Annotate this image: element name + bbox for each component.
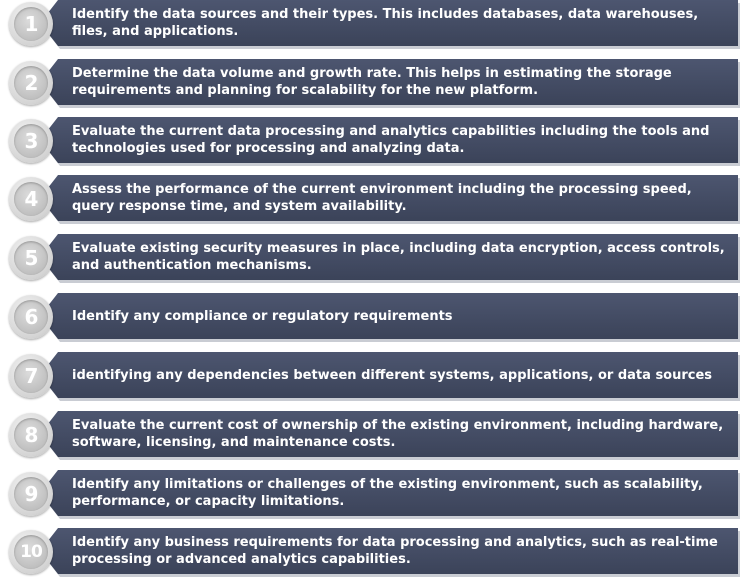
step-number: 9 xyxy=(14,477,48,511)
step-text: Identify any compliance or regulatory requirements xyxy=(72,308,453,324)
step-number: 5 xyxy=(14,241,48,275)
step-item xyxy=(0,352,747,400)
step-number: 2 xyxy=(14,66,48,100)
step-number-badge xyxy=(9,530,53,574)
step-number: 3 xyxy=(14,124,48,158)
step-text: Assess the performance of the current environment including the processing speed, query response time, and system availability. xyxy=(72,182,692,214)
step-number-badge xyxy=(9,177,53,221)
step-number: 4 xyxy=(14,182,48,216)
step-number-badge xyxy=(9,61,53,105)
step-item xyxy=(0,117,747,165)
step-item xyxy=(0,411,747,459)
step-number: 6 xyxy=(14,300,48,334)
step-text: Evaluate the current cost of ownership of the existing environment, including hardware, software, licensing, and maintenance costs. xyxy=(72,418,724,450)
step-number-badge xyxy=(9,236,53,280)
step-item xyxy=(0,234,747,282)
step-item xyxy=(0,0,747,48)
step-item xyxy=(0,175,747,223)
step-number-badge xyxy=(9,413,53,457)
step-text: Identify the data sources and their types. This includes databases, data warehouses, files, and applications. xyxy=(72,7,699,39)
step-text: Evaluate existing security measures in place, including data encryption, access controls, and authentication mechanisms. xyxy=(72,241,725,273)
step-item xyxy=(0,470,747,518)
step-text: Evaluate the current data processing and analytics capabilities including the tools and technologies used for processing and analyzing data. xyxy=(72,124,710,156)
step-text: Identify any limitations or challenges of the existing environment, such as scalability, performance, or capacity limitations. xyxy=(72,477,703,509)
step-number-badge xyxy=(9,2,53,46)
step-text: Determine the data volume and growth rate. This helps in estimating the storage requirements and planning for scalability for the new platform. xyxy=(72,66,672,98)
step-text: identifying any dependencies between different systems, applications, or data sources xyxy=(72,367,713,383)
step-number: 7 xyxy=(14,359,48,393)
step-number-badge xyxy=(9,472,53,516)
step-item xyxy=(0,528,747,576)
step-number: 1 xyxy=(14,7,48,41)
step-number-badge xyxy=(9,295,53,339)
step-item xyxy=(0,293,747,341)
step-text: Identify any business requirements for data processing and analytics, such as real-time processing or advanced analytics capabilities. xyxy=(72,535,718,567)
step-item xyxy=(0,59,747,107)
step-number: 8 xyxy=(14,418,48,452)
step-number-badge xyxy=(9,354,53,398)
step-number: 10 xyxy=(14,535,48,569)
step-number-badge xyxy=(9,119,53,163)
